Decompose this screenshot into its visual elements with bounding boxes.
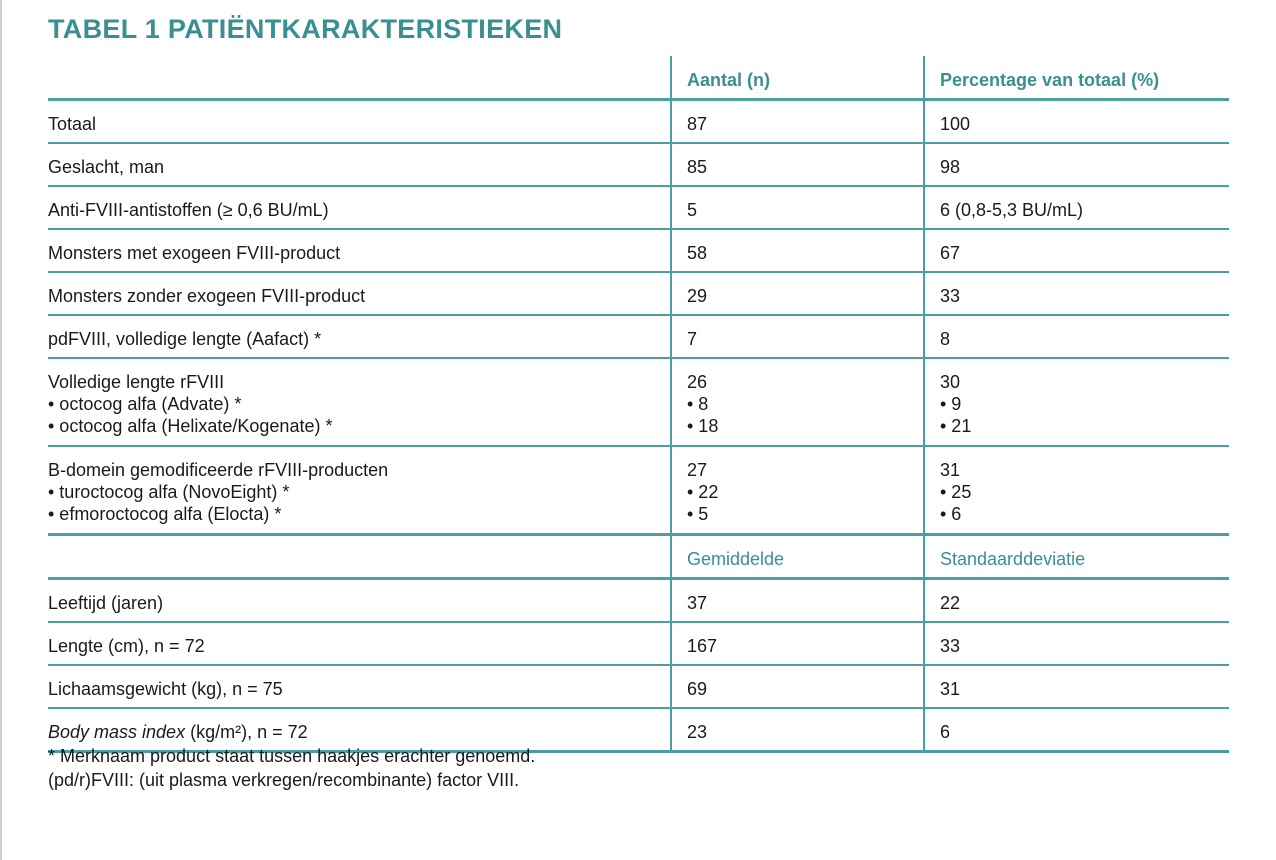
row-count bbox=[670, 101, 923, 142]
row-label-line: • efmoroctocog alfa (Elocta) * bbox=[48, 504, 282, 524]
page-left-edge bbox=[0, 0, 2, 860]
row-percentage-line: • 25 bbox=[940, 482, 972, 502]
table-row bbox=[48, 580, 1229, 623]
row-label bbox=[48, 144, 670, 185]
row-count-line: 26 bbox=[687, 372, 708, 392]
row-label-line: Geslacht, man bbox=[48, 157, 165, 177]
row-count-line: 5 bbox=[687, 200, 698, 220]
table-row bbox=[48, 230, 1229, 273]
header-col-label bbox=[48, 56, 670, 98]
row-mean: 69 bbox=[670, 666, 923, 707]
row-label bbox=[48, 359, 670, 445]
row-label-line: • octocog alfa (Advate) * bbox=[48, 394, 242, 414]
row-count-line: 85 bbox=[687, 157, 708, 177]
row-label-line: • octocog alfa (Helixate/Kogenate) * bbox=[48, 416, 333, 436]
table-row bbox=[48, 316, 1229, 359]
row-percentage-line: 33 bbox=[940, 286, 961, 306]
row-percentage-line: 8 bbox=[940, 329, 951, 349]
row-count-line: • 18 bbox=[687, 416, 719, 436]
row-percentage-line: 31 bbox=[940, 460, 961, 480]
row-percentage-line: • 6 bbox=[940, 504, 962, 524]
row-label: Leeftijd (jaren) bbox=[48, 593, 164, 613]
row-label-line: Totaal bbox=[48, 114, 97, 134]
row-percentage bbox=[923, 144, 1229, 185]
row-count bbox=[670, 230, 923, 271]
row-sd: 31 bbox=[923, 666, 1229, 707]
row-percentage-line: 30 bbox=[940, 372, 961, 392]
row-label-line: Volledige lengte rFVIII bbox=[48, 372, 225, 392]
row-label-line: B-domein gemodificeerde rFVIII-producten bbox=[48, 460, 389, 480]
row-percentage bbox=[923, 187, 1229, 228]
table-footnotes bbox=[48, 744, 535, 792]
row-label: Lichaamsgewicht (kg), n = 75 bbox=[48, 679, 283, 699]
footnote-abbreviation: (pd/r)FVIII: (uit plasma verkregen/recombinante) factor VIII. bbox=[48, 770, 520, 790]
row-count bbox=[670, 447, 923, 533]
row-label bbox=[48, 101, 670, 142]
row-count bbox=[670, 273, 923, 314]
row-percentage-line: 98 bbox=[940, 157, 961, 177]
row-label bbox=[48, 187, 670, 228]
row-label-line: • turoctocog alfa (NovoEight) * bbox=[48, 482, 290, 502]
row-percentage-line: 67 bbox=[940, 243, 961, 263]
row-percentage bbox=[923, 447, 1229, 533]
patient-characteristics-table bbox=[48, 56, 1229, 753]
subheader-col-sd: Standaarddeviatie bbox=[923, 536, 1229, 577]
row-percentage-line: 100 bbox=[940, 114, 971, 134]
row-label bbox=[48, 230, 670, 271]
row-percentage bbox=[923, 230, 1229, 271]
row-mean: 37 bbox=[670, 580, 923, 621]
subheader-col-label bbox=[48, 536, 670, 577]
row-label bbox=[48, 316, 670, 357]
row-sd: 33 bbox=[923, 623, 1229, 664]
bmi-label-rest: (kg/m²), n = 72 bbox=[185, 722, 308, 742]
row-percentage-line: • 21 bbox=[940, 416, 972, 436]
table-header-row bbox=[48, 56, 1229, 101]
row-sd: 6 bbox=[923, 709, 1229, 750]
row-count-line: 58 bbox=[687, 243, 708, 263]
subheader-col-mean: Gemiddelde bbox=[670, 536, 923, 577]
page-title: TABEL 1 PATIËNTKARAKTERISTIEKEN bbox=[48, 14, 563, 44]
bmi-label-italic: Body mass index bbox=[48, 722, 186, 742]
table-row bbox=[48, 187, 1229, 230]
row-count bbox=[670, 359, 923, 445]
row-percentage bbox=[923, 316, 1229, 357]
row-count-line: 29 bbox=[687, 286, 708, 306]
row-count-line: 27 bbox=[687, 460, 708, 480]
footnote-brand: * Merknaam product staat tussen haakjes erachter genoemd. bbox=[48, 746, 536, 766]
row-label-line: Monsters zonder exogeen FVIII-product bbox=[48, 286, 366, 306]
row-percentage-line: 6 (0,8-5,3 BU/mL) bbox=[940, 200, 1084, 220]
row-count bbox=[670, 187, 923, 228]
row-percentage bbox=[923, 273, 1229, 314]
row-percentage bbox=[923, 101, 1229, 142]
row-mean: 23 bbox=[670, 709, 923, 750]
row-label bbox=[48, 447, 670, 533]
row-mean: 167 bbox=[670, 623, 923, 664]
row-percentage-line: • 9 bbox=[940, 394, 962, 414]
row-label: Lengte (cm), n = 72 bbox=[48, 636, 205, 656]
table-row bbox=[48, 101, 1229, 144]
row-percentage bbox=[923, 359, 1229, 445]
table-row bbox=[48, 144, 1229, 187]
row-label bbox=[48, 273, 670, 314]
row-label-line: pdFVIII, volledige lengte (Aafact) * bbox=[48, 329, 322, 349]
table-row bbox=[48, 273, 1229, 316]
table-row bbox=[48, 359, 1229, 447]
row-count bbox=[670, 144, 923, 185]
header-col-percentage: Percentage van totaal (%) bbox=[923, 56, 1229, 98]
table-row bbox=[48, 666, 1229, 709]
table-row bbox=[48, 623, 1229, 666]
row-count-line: • 22 bbox=[687, 482, 719, 502]
row-count-line: • 5 bbox=[687, 504, 709, 524]
row-sd: 22 bbox=[923, 580, 1229, 621]
header-col-count: Aantal (n) bbox=[670, 56, 923, 98]
table-subheader-row bbox=[48, 536, 1229, 580]
row-count bbox=[670, 316, 923, 357]
table-row bbox=[48, 447, 1229, 536]
row-label-line: Monsters met exogeen FVIII-product bbox=[48, 243, 341, 263]
row-label-line: Anti-FVIII-antistoffen (≥ 0,6 BU/mL) bbox=[48, 200, 329, 220]
row-count-line: 87 bbox=[687, 114, 708, 134]
row-count-line: 7 bbox=[687, 329, 698, 349]
row-count-line: • 8 bbox=[687, 394, 709, 414]
